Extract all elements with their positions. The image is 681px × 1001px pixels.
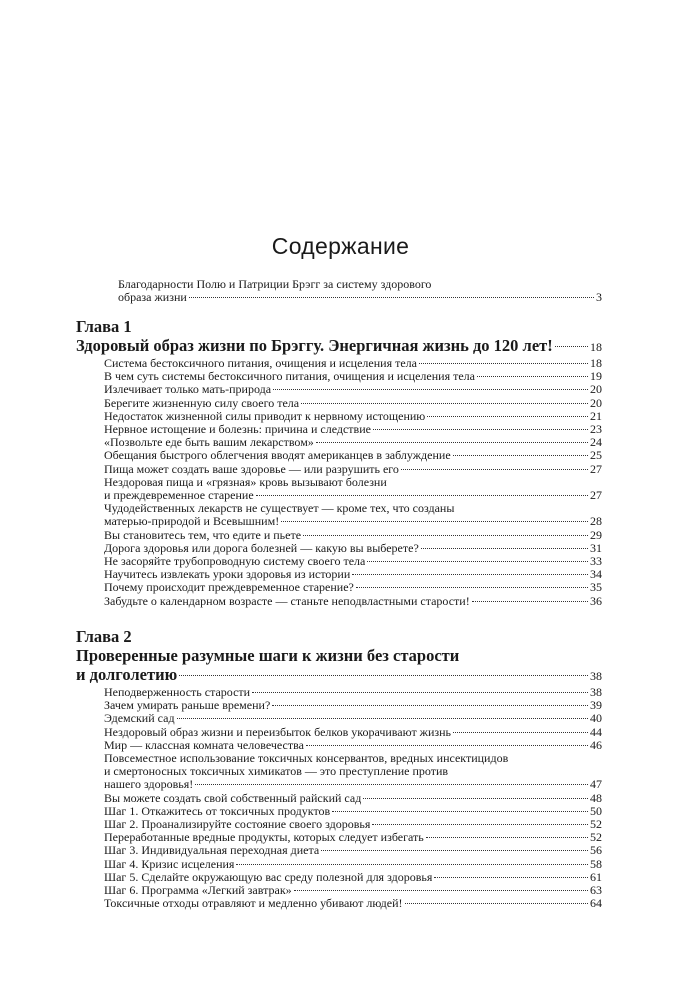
leader-dots <box>427 416 588 417</box>
toc-entry-text: Вы можете создать свой собственный райский сад <box>104 791 362 805</box>
leader-dots <box>177 718 588 719</box>
toc-entry <box>0 595 602 608</box>
toc-entry-text: Не засоряйте трубопроводную систему своего тела <box>104 555 366 569</box>
chapter-heading: Глава 2 <box>76 627 132 646</box>
toc-entry-line <box>104 858 602 871</box>
toc-entry <box>0 542 602 555</box>
toc-entry <box>0 831 602 844</box>
leader-dots <box>367 561 588 562</box>
toc-page-number: 38 <box>590 669 602 683</box>
toc-entry-line <box>104 581 602 594</box>
toc-entry <box>0 449 602 462</box>
toc-entry-text: Переработанные вредные продукты, которых следует избегать <box>104 831 424 845</box>
toc-entry-line <box>104 699 602 712</box>
toc-entry <box>0 752 602 792</box>
toc-page-number: 64 <box>590 896 602 911</box>
leader-dots <box>477 376 588 377</box>
chapter-1 <box>0 317 681 608</box>
leader-dots <box>405 903 588 904</box>
leader-dots <box>179 675 588 676</box>
toc-entry-line <box>104 410 602 423</box>
leader-dots <box>195 784 588 785</box>
toc-entry-text: Шаг 3. Индивидуальная переходная диета <box>104 844 320 858</box>
leader-dots <box>236 864 588 865</box>
toc-page-number: 58 <box>590 856 602 871</box>
toc-entry <box>0 686 602 699</box>
leader-dots <box>363 798 588 799</box>
toc-entry-text: Шаг 6. Программа «Легкий завтрак» <box>104 884 292 898</box>
chapter-title-line <box>76 336 602 357</box>
toc-page-number: 44 <box>590 724 602 739</box>
toc-page-number: 29 <box>590 527 602 542</box>
chapter-title-text: и долголетию <box>76 665 178 684</box>
toc-entry <box>0 792 602 805</box>
toc-entry-text: Зачем умирать раньше времени? <box>104 699 271 713</box>
toc-entry <box>0 357 602 370</box>
toc-entry <box>0 871 602 884</box>
toc-entry <box>0 423 602 436</box>
chapter-title <box>0 646 602 686</box>
toc-intro <box>0 278 681 304</box>
toc-entry-line <box>118 291 602 304</box>
toc-entry-text: нашего здоровья! <box>104 778 194 792</box>
toc-page-number: 18 <box>590 356 602 370</box>
toc-page-number: 35 <box>590 580 602 595</box>
toc-page-number: 19 <box>590 369 602 384</box>
toc-entry-text: Благодарности Полю и Патриции Брэгг за систему здорового <box>118 277 432 291</box>
leader-dots <box>453 732 588 733</box>
toc-page-number: 31 <box>590 540 602 555</box>
toc-entry-line <box>104 463 602 476</box>
leader-dots <box>434 877 588 878</box>
toc-page-number: 18 <box>590 340 602 354</box>
toc-entry-line <box>104 383 602 396</box>
toc-entry-line <box>104 805 602 818</box>
toc-entry-line <box>104 792 602 805</box>
toc-entry-line <box>104 686 602 699</box>
toc-entry <box>0 726 602 739</box>
toc-entry-line <box>104 542 602 555</box>
toc-page-number: 38 <box>590 685 602 699</box>
toc-entry <box>0 370 602 383</box>
toc-entry-text: Неподверженность старости <box>104 686 251 699</box>
toc-entry-text: Научитесь извлекать уроки здоровья из истории <box>104 568 351 582</box>
toc-page-number: 21 <box>590 408 602 423</box>
toc-page-number: 24 <box>590 435 602 450</box>
toc-entry-line <box>104 712 602 725</box>
toc-entry <box>0 884 602 897</box>
leader-dots <box>332 811 588 812</box>
toc-entry <box>0 476 602 502</box>
toc-page-number: 33 <box>590 554 602 569</box>
leader-dots <box>356 587 588 588</box>
chapter-title-text: Здоровый образ жизни по Брэггу. Энергичная жизнь до 120 лет! <box>76 336 553 355</box>
toc-entry-text: Нездоровая пища и «грязная» кровь вызывают болезни <box>104 474 387 489</box>
toc-entry-text: Обещания быстрого облегчения вводят американцев в заблуждение <box>104 449 451 463</box>
leader-dots <box>401 469 588 470</box>
toc-entry <box>0 397 602 410</box>
leader-dots <box>372 824 588 825</box>
leader-dots <box>306 745 588 746</box>
toc-entry <box>0 712 602 725</box>
toc-entry-line <box>104 595 602 608</box>
toc-entry <box>0 502 602 528</box>
toc-entry-line <box>104 436 602 449</box>
toc-entry-text: Шаг 1. Откажитесь от токсичных продуктов <box>104 804 331 818</box>
toc-page-number: 20 <box>590 382 602 397</box>
toc-entry-line <box>104 884 602 897</box>
leader-dots <box>256 495 588 496</box>
toc-entry <box>0 844 602 857</box>
toc-entry-text: Шаг 2. Проанализируйте состояние своего здоровья <box>104 818 371 832</box>
leader-dots <box>294 890 588 891</box>
toc-entry-text: Шаг 5. Сделайте окружающую вас среду полезной для здоровья <box>104 870 433 884</box>
toc-entry-line <box>104 423 602 436</box>
toc-entry-text: Пища может создать ваше здоровье — или разрушить его <box>104 462 399 476</box>
toc-entry-text: В чем суть системы бестоксичного питания, очищения и исцеления тела <box>104 370 475 384</box>
toc-page-number: 27 <box>590 488 602 503</box>
toc-entry-text: Нездоровый образ жизни и переизбыток белков укорачивают жизнь <box>104 725 452 739</box>
toc-entry <box>0 568 602 581</box>
toc-entry-text: Шаг 4. Кризис исцеления <box>104 857 235 871</box>
toc-entry-text: Почему происходит преждевременное старение? <box>104 581 354 595</box>
toc-entry <box>0 436 602 449</box>
toc-entry-line <box>104 449 602 462</box>
chapter-2 <box>0 627 681 910</box>
toc-page-number: 3 <box>596 290 602 305</box>
toc-entry-text: Вы становитесь тем, что едите и пьете <box>104 528 302 542</box>
leader-dots <box>303 535 588 536</box>
leader-dots <box>421 548 588 549</box>
toc-page-number: 27 <box>590 461 602 476</box>
toc-entry <box>0 858 602 871</box>
toc-page-number: 63 <box>590 883 602 898</box>
toc-entry-line <box>104 897 602 910</box>
toc-entry-text: Повсеместное использование токсичных консервантов, вредных инсектицидов <box>104 751 509 766</box>
toc-entry <box>0 581 602 594</box>
toc-entry <box>0 699 602 712</box>
toc-page-number: 61 <box>590 869 602 884</box>
toc-entry-line <box>104 778 602 791</box>
toc-page-number: 25 <box>590 448 602 463</box>
toc-entry-line <box>104 568 602 581</box>
chapter-title-text: Проверенные разумные шаги к жизни без старости <box>76 646 460 665</box>
leader-dots <box>189 297 594 298</box>
toc-entry-intro <box>0 278 602 304</box>
toc-entry-line <box>104 831 602 844</box>
toc-entry-text: матерью-природой и Всевышним! <box>104 515 280 529</box>
toc-entry-text: Дорога здоровья или дорога болезней — какую вы выберете? <box>104 541 419 555</box>
toc-entry-text: Мир — классная комната человечества <box>104 738 304 752</box>
leader-dots <box>419 363 588 364</box>
toc-entry-line <box>104 515 602 528</box>
toc-page-number: 34 <box>590 567 602 582</box>
leader-dots <box>555 346 588 347</box>
toc-entry-text: Токсичные отходы отравляют и медленно убивают людей! <box>104 897 403 911</box>
toc-entry-text: Нервное истощение и болезнь: причина и следствие <box>104 423 371 437</box>
toc-entry-line <box>104 871 602 884</box>
chapter-title-line <box>76 665 602 686</box>
toc-entry-text: «Позвольте еде быть вашим лекарством» <box>104 436 314 450</box>
toc-entry-text: и смертоносных токсичных химикатов — это преступление против <box>104 764 449 779</box>
leader-dots <box>472 601 588 602</box>
leader-dots <box>301 403 588 404</box>
toc-entry-text: Чудодейственных лекарств не существует — кроме тех, что созданы <box>104 501 455 516</box>
toc-entry <box>0 463 602 476</box>
toc-page-number: 39 <box>590 698 602 713</box>
toc-entry <box>0 555 602 568</box>
toc-page-number: 52 <box>590 817 602 832</box>
leader-dots <box>273 389 588 390</box>
toc-entry <box>0 383 602 396</box>
toc-entry-line <box>104 555 602 568</box>
toc-entry <box>0 805 602 818</box>
toc-entry-text: Излечивает только мать-природа <box>104 383 272 397</box>
leader-dots <box>316 442 588 443</box>
toc-entry-line <box>104 529 602 542</box>
toc-page-number: 36 <box>590 593 602 608</box>
toc-page-number: 52 <box>590 830 602 845</box>
toc-entry-text: Недостаток жизненной силы приводит к нервному истощению <box>104 409 426 423</box>
leader-dots <box>453 455 588 456</box>
toc-entry-line <box>104 726 602 739</box>
chapter-title <box>0 336 602 357</box>
toc-page-number: 20 <box>590 395 602 410</box>
toc-entry <box>0 410 602 423</box>
leader-dots <box>272 705 588 706</box>
toc-page-number: 46 <box>590 737 602 752</box>
toc-entry-text: образа жизни <box>118 291 187 305</box>
toc-entry-line <box>104 370 602 383</box>
toc-page-number: 47 <box>590 777 602 792</box>
toc-entry-text: и преждевременное старение <box>104 489 254 503</box>
toc-entry-text: Система бестоксичного питания, очищения и исцеления тела <box>104 357 417 370</box>
leader-dots <box>252 692 588 693</box>
toc-page-number: 40 <box>590 711 602 726</box>
toc-page-number: 56 <box>590 843 602 858</box>
toc-entry-line <box>104 397 602 410</box>
toc-entry-text: Забудьте о календарном возрасте — станьте неподвластными старости! <box>104 594 470 608</box>
toc-page-number: 50 <box>590 803 602 818</box>
toc-entry-line <box>104 844 602 857</box>
toc-entry-line <box>104 818 602 831</box>
leader-dots <box>321 850 588 851</box>
toc-entry-text: Эдемский сад <box>104 712 175 726</box>
page-title: Содержание <box>271 233 410 259</box>
toc-entry <box>0 897 602 910</box>
toc-page-number: 28 <box>590 514 602 529</box>
toc-page-number: 48 <box>590 790 602 805</box>
toc-entry-text: Берегите жизненную силу своего тела <box>104 396 300 410</box>
leader-dots <box>352 574 588 575</box>
leader-dots <box>373 429 588 430</box>
chapter-heading: Глава 1 <box>76 317 132 336</box>
toc-entry <box>0 818 602 831</box>
leader-dots <box>426 837 588 838</box>
toc-entry-line <box>104 357 602 370</box>
toc-entry <box>0 529 602 542</box>
leader-dots <box>281 521 588 522</box>
toc-page-number: 23 <box>590 422 602 437</box>
